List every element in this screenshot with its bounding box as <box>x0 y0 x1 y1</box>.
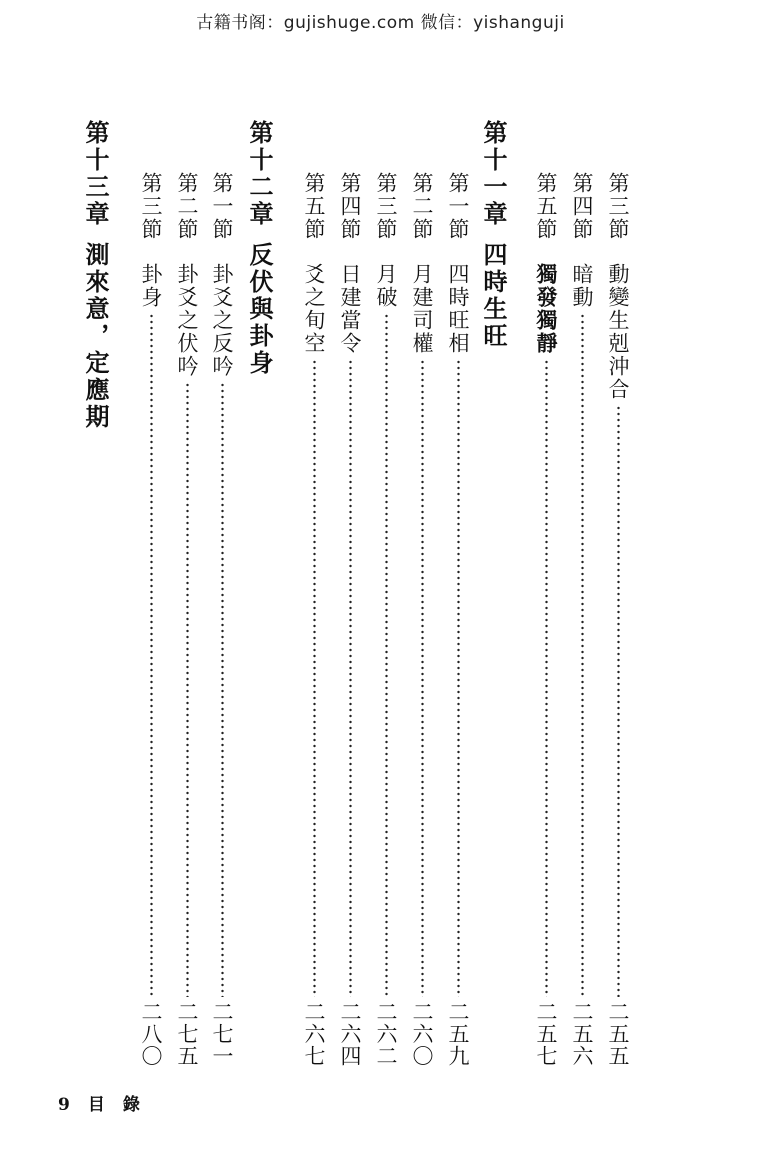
section-title: 爻之旬空 <box>302 263 326 355</box>
section-label: 第四節 <box>570 172 594 241</box>
section-label: 第三節 <box>139 172 163 241</box>
page-number: 二五六 <box>570 1001 594 1067</box>
chapter-title: 測來意，定應期 <box>81 242 109 431</box>
toc-entry[interactable] <box>136 172 166 1067</box>
section-label: 第一節 <box>210 172 234 241</box>
section-title: 卦身 <box>139 263 163 309</box>
toc-entry[interactable] <box>335 172 365 1067</box>
section-label: 第二節 <box>175 172 199 241</box>
chapter-title: 四時生旺 <box>479 242 507 350</box>
section-title: 四時旺相 <box>446 263 470 355</box>
section-label: 第四節 <box>338 172 362 241</box>
chapter-heading[interactable] <box>478 120 508 460</box>
dot-leader <box>421 359 424 997</box>
section-title: 動變生剋沖合 <box>606 263 630 401</box>
toc-entry[interactable] <box>207 172 237 1067</box>
toc-entry[interactable] <box>299 172 329 1067</box>
page-number: 二七一 <box>210 1001 234 1067</box>
chapter-title: 反伏與卦身 <box>245 242 273 377</box>
section-title: 月建司權 <box>410 263 434 355</box>
section-title: 日建當令 <box>338 263 362 355</box>
toc-entry[interactable] <box>567 172 597 1067</box>
page-number: 二六七 <box>302 1001 326 1067</box>
section-title: 卦爻之伏吟 <box>175 263 199 378</box>
footer-label: 目 <box>87 1095 105 1115</box>
toc-entry[interactable] <box>443 172 473 1067</box>
section-label: 第五節 <box>302 172 326 241</box>
page-number: 二八〇 <box>139 1001 163 1067</box>
section-label: 第五節 <box>534 172 558 241</box>
page-number: 二六二 <box>374 1001 398 1067</box>
chapter-label: 第十三章 <box>81 120 109 228</box>
page-number: 二五九 <box>446 1001 470 1067</box>
dot-leader <box>150 313 153 997</box>
toc-entry[interactable] <box>172 172 202 1067</box>
toc-entry[interactable] <box>371 172 401 1067</box>
dot-leader <box>545 359 548 997</box>
page-number: 二六〇 <box>410 1001 434 1067</box>
section-title: 卦爻之反吟 <box>210 263 234 378</box>
dot-leader <box>581 313 584 997</box>
watermark: 古籍书阁：gujishuge.com 微信：yishanguji <box>196 13 565 33</box>
page-number: 二六四 <box>338 1001 362 1067</box>
section-label: 第三節 <box>374 172 398 241</box>
chapter-heading[interactable] <box>80 120 110 460</box>
toc-entry[interactable] <box>531 172 561 1067</box>
section-label: 第三節 <box>606 172 630 241</box>
section-label: 第一節 <box>446 172 470 241</box>
footer-page-number: 9 <box>58 1095 70 1115</box>
dot-leader <box>385 313 388 997</box>
section-title: 月破 <box>374 263 398 309</box>
page-number: 二七五 <box>175 1001 199 1067</box>
chapter-label: 第十一章 <box>479 120 507 228</box>
dot-leader <box>617 405 620 997</box>
chapter-label: 第十二章 <box>245 120 273 228</box>
dot-leader <box>349 359 352 997</box>
section-label: 第二節 <box>410 172 434 241</box>
page-footer <box>58 1090 158 1115</box>
toc-entry[interactable] <box>407 172 437 1067</box>
section-title: 獨發獨靜 <box>534 263 558 355</box>
toc-entry[interactable] <box>603 172 633 1067</box>
dot-leader <box>186 382 189 997</box>
footer-label: 錄 <box>122 1095 140 1115</box>
dot-leader <box>313 359 316 997</box>
dot-leader <box>221 382 224 997</box>
page-number: 二五五 <box>606 1001 630 1067</box>
section-title: 暗動 <box>570 263 594 309</box>
page-number: 二五七 <box>534 1001 558 1067</box>
dot-leader <box>457 359 460 997</box>
chapter-heading[interactable] <box>244 120 274 460</box>
